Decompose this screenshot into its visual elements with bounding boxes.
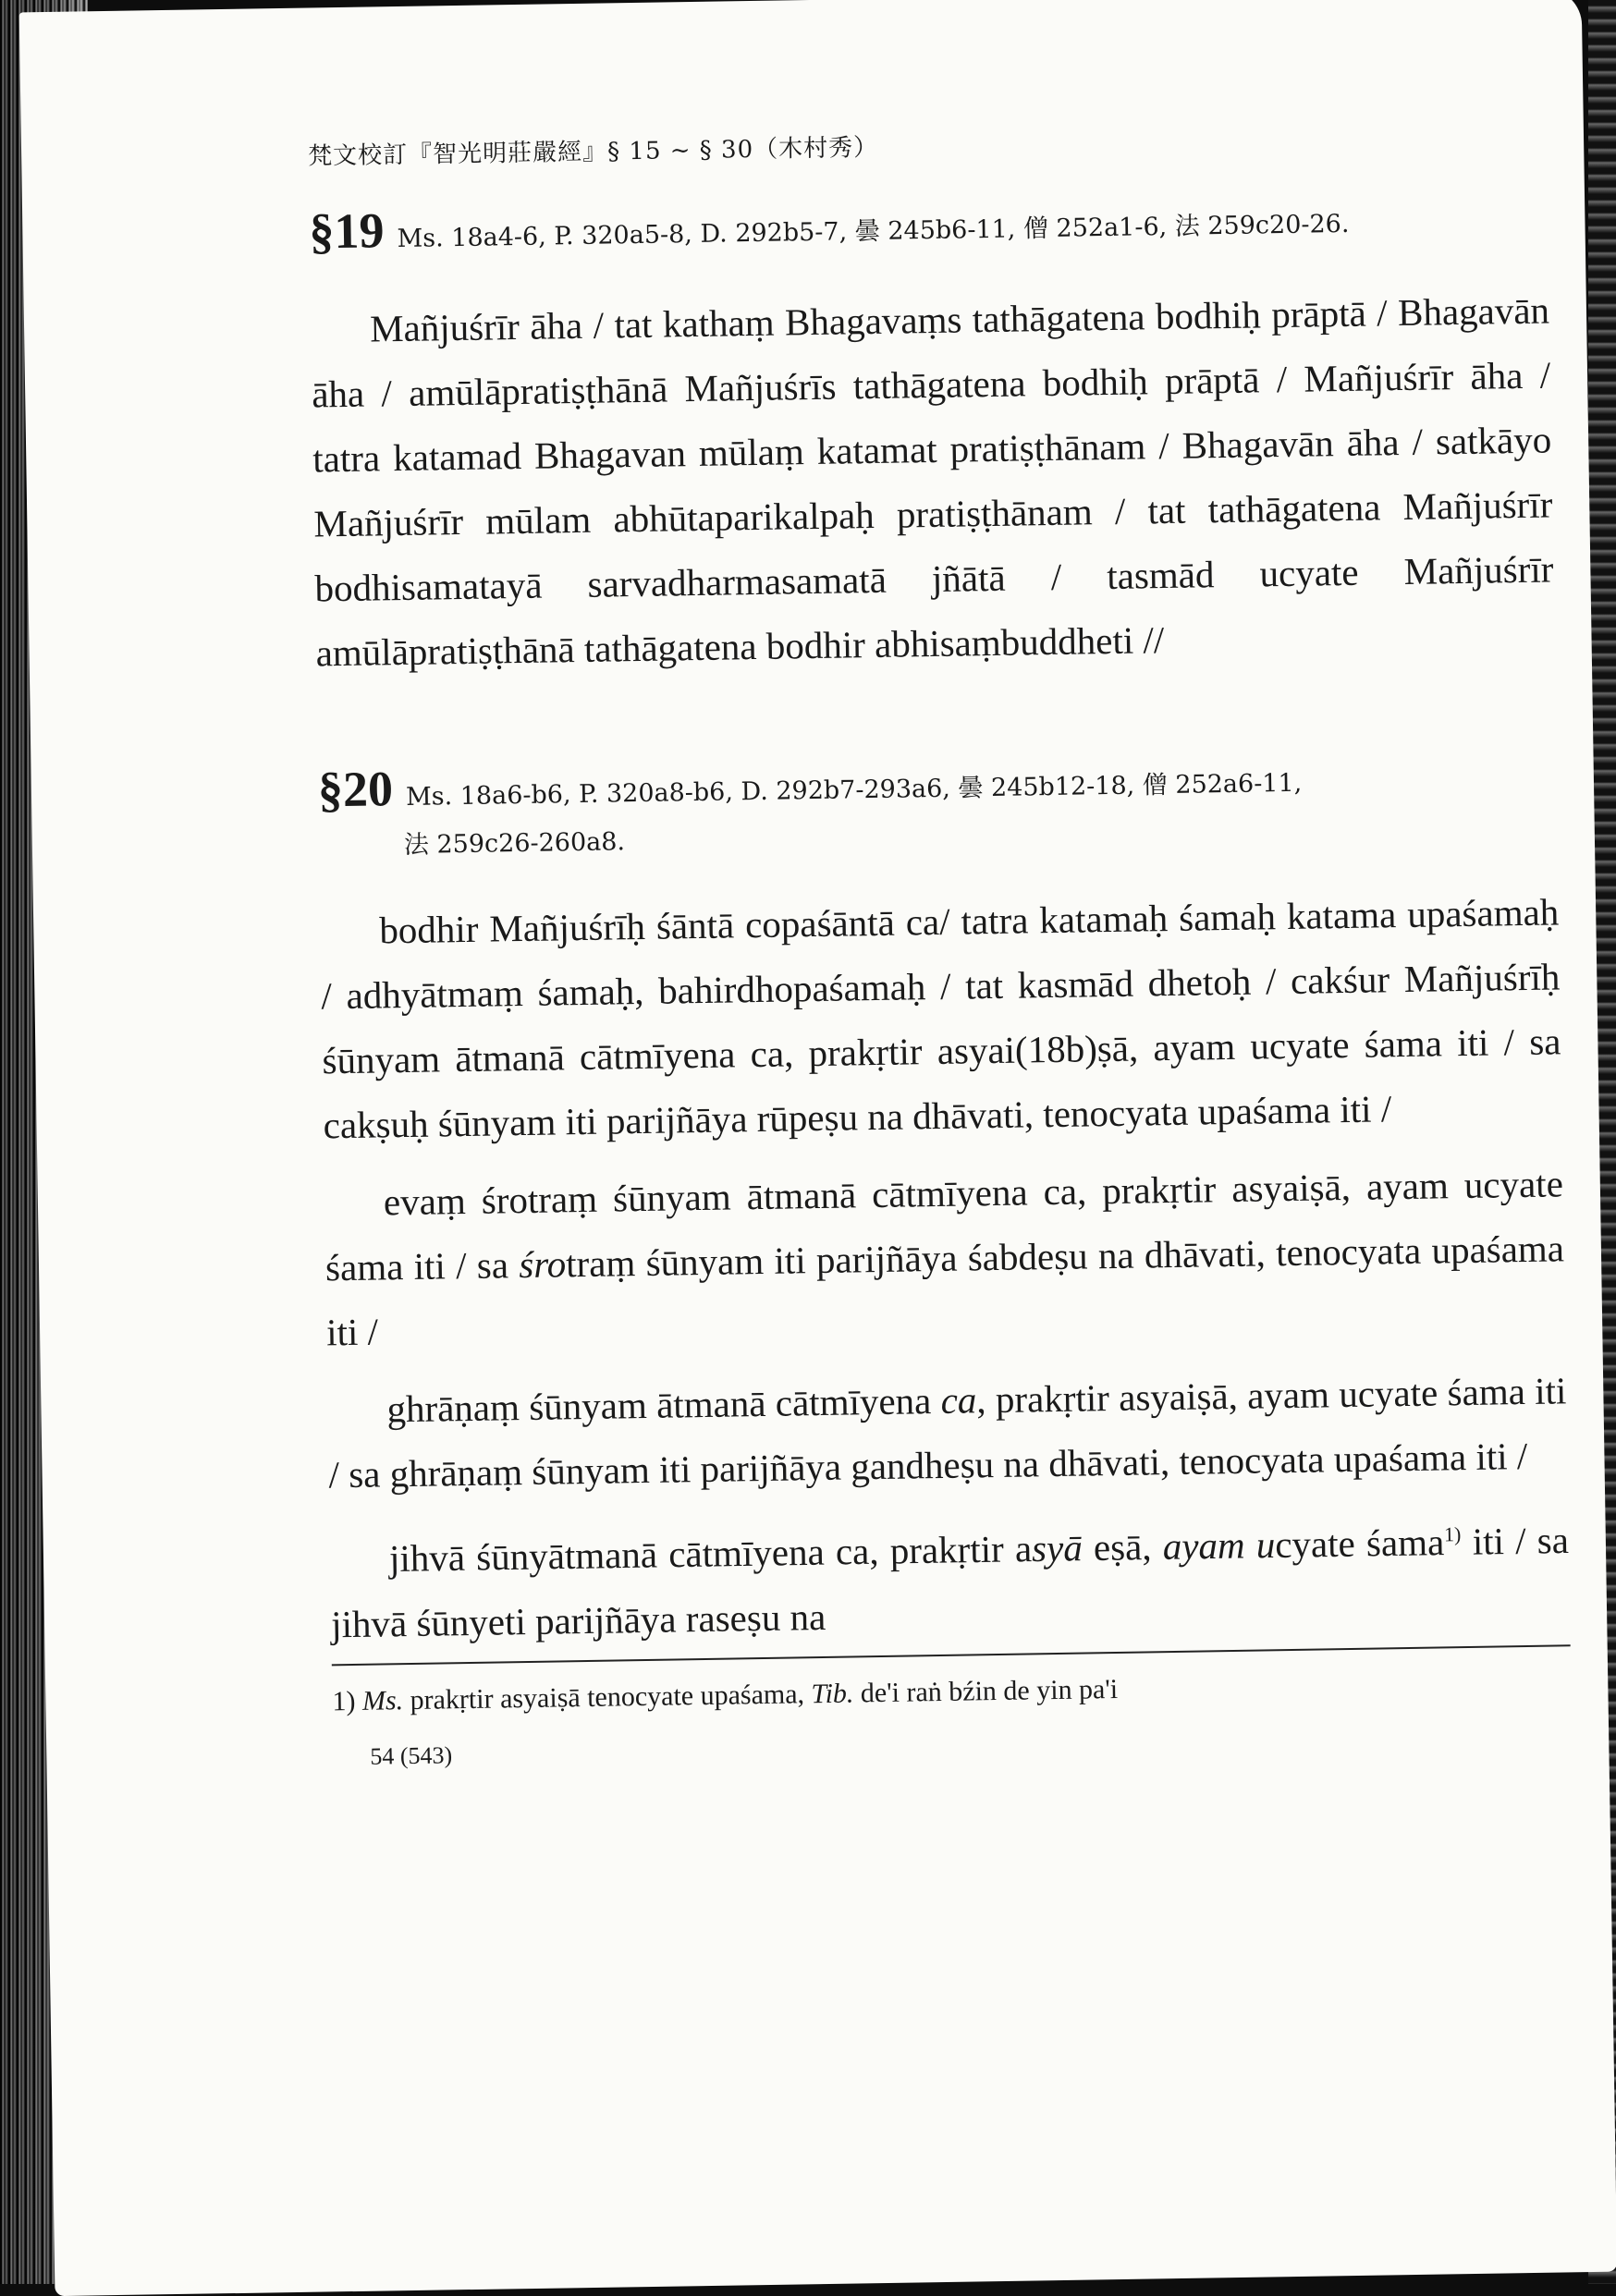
section-20-paragraph-3: ghrāṇaṃ śūnyam ātmanā cātmīyena ca, prakṛtir asyaiṣā, ayam ucyate śama iti / sa ghrāṇaṃ śūnyam iti parijñāya gandheṣu na dhāvati, tenocyata upaśama iti / <box>328 1369 1567 1496</box>
section-19-refs: Ms. 18a4-6, P. 320a5-8, D. 292b5-7, 曇 245b6-11, 僧 252a1-6, 法 259c20-26. <box>397 209 1350 254</box>
section-20-refs-cont: 法 259c26-260a8. <box>403 827 626 860</box>
section-20-number: §20 <box>317 761 394 818</box>
footnote-ref-1: 1) <box>1443 1522 1462 1546</box>
page-content <box>307 90 1572 1770</box>
section-20-paragraph-1: bodhir Mañjuśrīḥ śāntā copaśāntā ca/ tatra katamaḥ śamaḥ katama upaśamaḥ / adhyātmaṃ śamaḥ, bahirdhopaśamaḥ / tat kasmād dhetoḥ / cakśur Mañjuśrīḥ śūnyam ātmanā cātmīyena ca, prakṛtir asyai(18b)ṣā, ayam ucyate śama iti / sa cakṣuḥ śūnyam iti parijñāya rūpeṣu na dhāvati, tenocyata upaśama iti / <box>321 890 1561 1147</box>
section-19-number: §19 <box>308 202 385 260</box>
page-number: 54 (543) <box>370 1740 453 1770</box>
footnote-1: 1) Ms. prakṛtir asyaiṣā tenocyate upaśama, Tib. de'i raṅ bźin de yin pa'i <box>332 1673 1119 1716</box>
scanned-page <box>19 0 1616 2296</box>
section-19-text: Mañjuśrīr āha / tat kathaṃ Bhagavaṃs tathāgatena bodhiḥ prāptā / Bhagavān āha / amūlāpratiṣṭhānā Mañjuśrīs tathāgatena bodhiḥ prāptā / Mañjuśrīr āha / tatra katamad Bhagavan mūlaṃ katamat pratiṣṭhānam / Bhagavān āha / satkāyo Mañjuśrīr mūlam abhūtaparikalpaḥ pratiṣṭhānam / tat tathāgatena Mañjuśrīr bodhisamatayā sarvadharmasamatā jñātā / tasmād ucyate Mañjuśrīr amūlāpratiṣṭhānā tathāgatena bodhir abhisaṃbuddheti // <box>311 288 1554 675</box>
section-19-heading <box>309 183 1549 260</box>
section-20-refs: Ms. 18a6-b6, P. 320a8-b6, D. 292b7-293a6, 曇 245b12-18, 僧 252a6-11, <box>405 768 1303 812</box>
running-head: 梵文校訂『智光明莊嚴經』§ 15 ~ § 30（木村秀） <box>307 133 879 171</box>
section-20-paragraph-4: jihvā śūnyātmanā cātmīyena ca, prakṛtir asyā eṣā, ayam ucyate śama$^{1)}$ iti / sa jihvā śūnyeti parijñāya raseṣu na <box>330 1518 1570 1645</box>
section-20-paragraph-2: evaṃ śrotraṃ śūnyam ātmanā cātmīyena ca, prakṛtir asyaiṣā, ayam ucyate śama iti / sa śrotraṃ śūnyam iti parijñāya śabdeṣu na dhāvati, tenocyata upaśama iti / <box>324 1162 1565 1354</box>
section-20-heading <box>317 741 1557 818</box>
